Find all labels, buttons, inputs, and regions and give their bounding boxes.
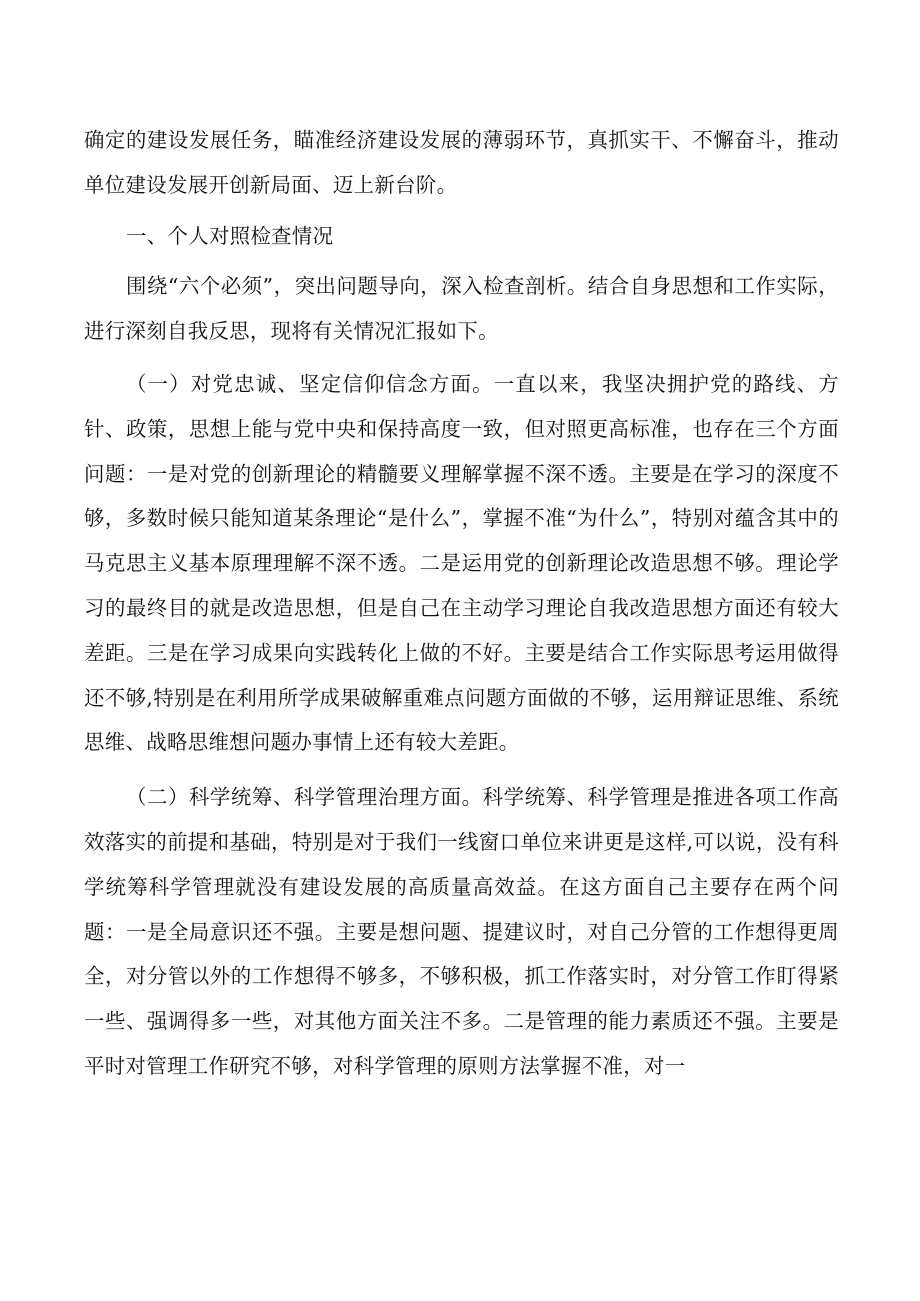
paragraph-loyalty-belief: （一）对党忠诚、坚定信仰信念方面。一直以来，我坚决拥护党的路线、方针、政策，思想上能与党中央和保持高度一致，但对照更高标准，也存在三个方面问题：一是对党的创新理论的精髓要义理解掌握不深不透。主要是在学习的深度不够，多数时候只能知道某条理论“是什么”，掌握不准“为什么”，特别对蕴含其中的马克思主义基本原理理解不深不透。二是运用党的创新理论改造思想不够。理论学习的最终目的就是改造思想，但是自己在主动学习理论自我改造思想方面还有较大差距。三是在学习成果向实践转化上做的不好。主要是结合工作实际思考运用做得还不够,特别是在利用所学成果破解重难点问题方面做的不够，运用辩证思维、系统思维、战略思维想问题办事情上还有较大差距。 [84,371,839,755]
paragraph-intro: 围绕“六个必须”，突出问题导向，深入检查剖析。结合自身思想和工作实际，进行深刻自我反思，现将有关情况汇报如下。 [84,274,839,344]
paragraph-scientific-management: （二）科学统筹、科学管理治理方面。科学统筹、科学管理是推进各项工作高效落实的前提和基础，特别是对于我们一线窗口单位来讲更是这样,可以说，没有科学统筹科学管理就没有建设发展的高质量高效益。在这方面自己主要存在两个问题：一是全局意识还不强。主要是想问题、提建议时，对自己分管的工作想得更周全，对分管以外的工作想得不够多，不够积极，抓工作落实时，对分管工作盯得紧一些、强调得多一些，对其他方面关注不多。二是管理的能力素质还不强。主要是平时对管理工作研究不够，对科学管理的原则方法掌握不准，对一 [84,785,839,1078]
paragraph-continuation: 确定的建设发展任务，瞄准经济建设发展的薄弱环节，真抓实干、不懈奋斗，推动单位建设发展开创新局面、迈上新台阶。 [84,128,839,197]
document-body [84,118,839,1089]
section-heading-personal-check: 一、个人对照检查情况 [126,223,334,248]
